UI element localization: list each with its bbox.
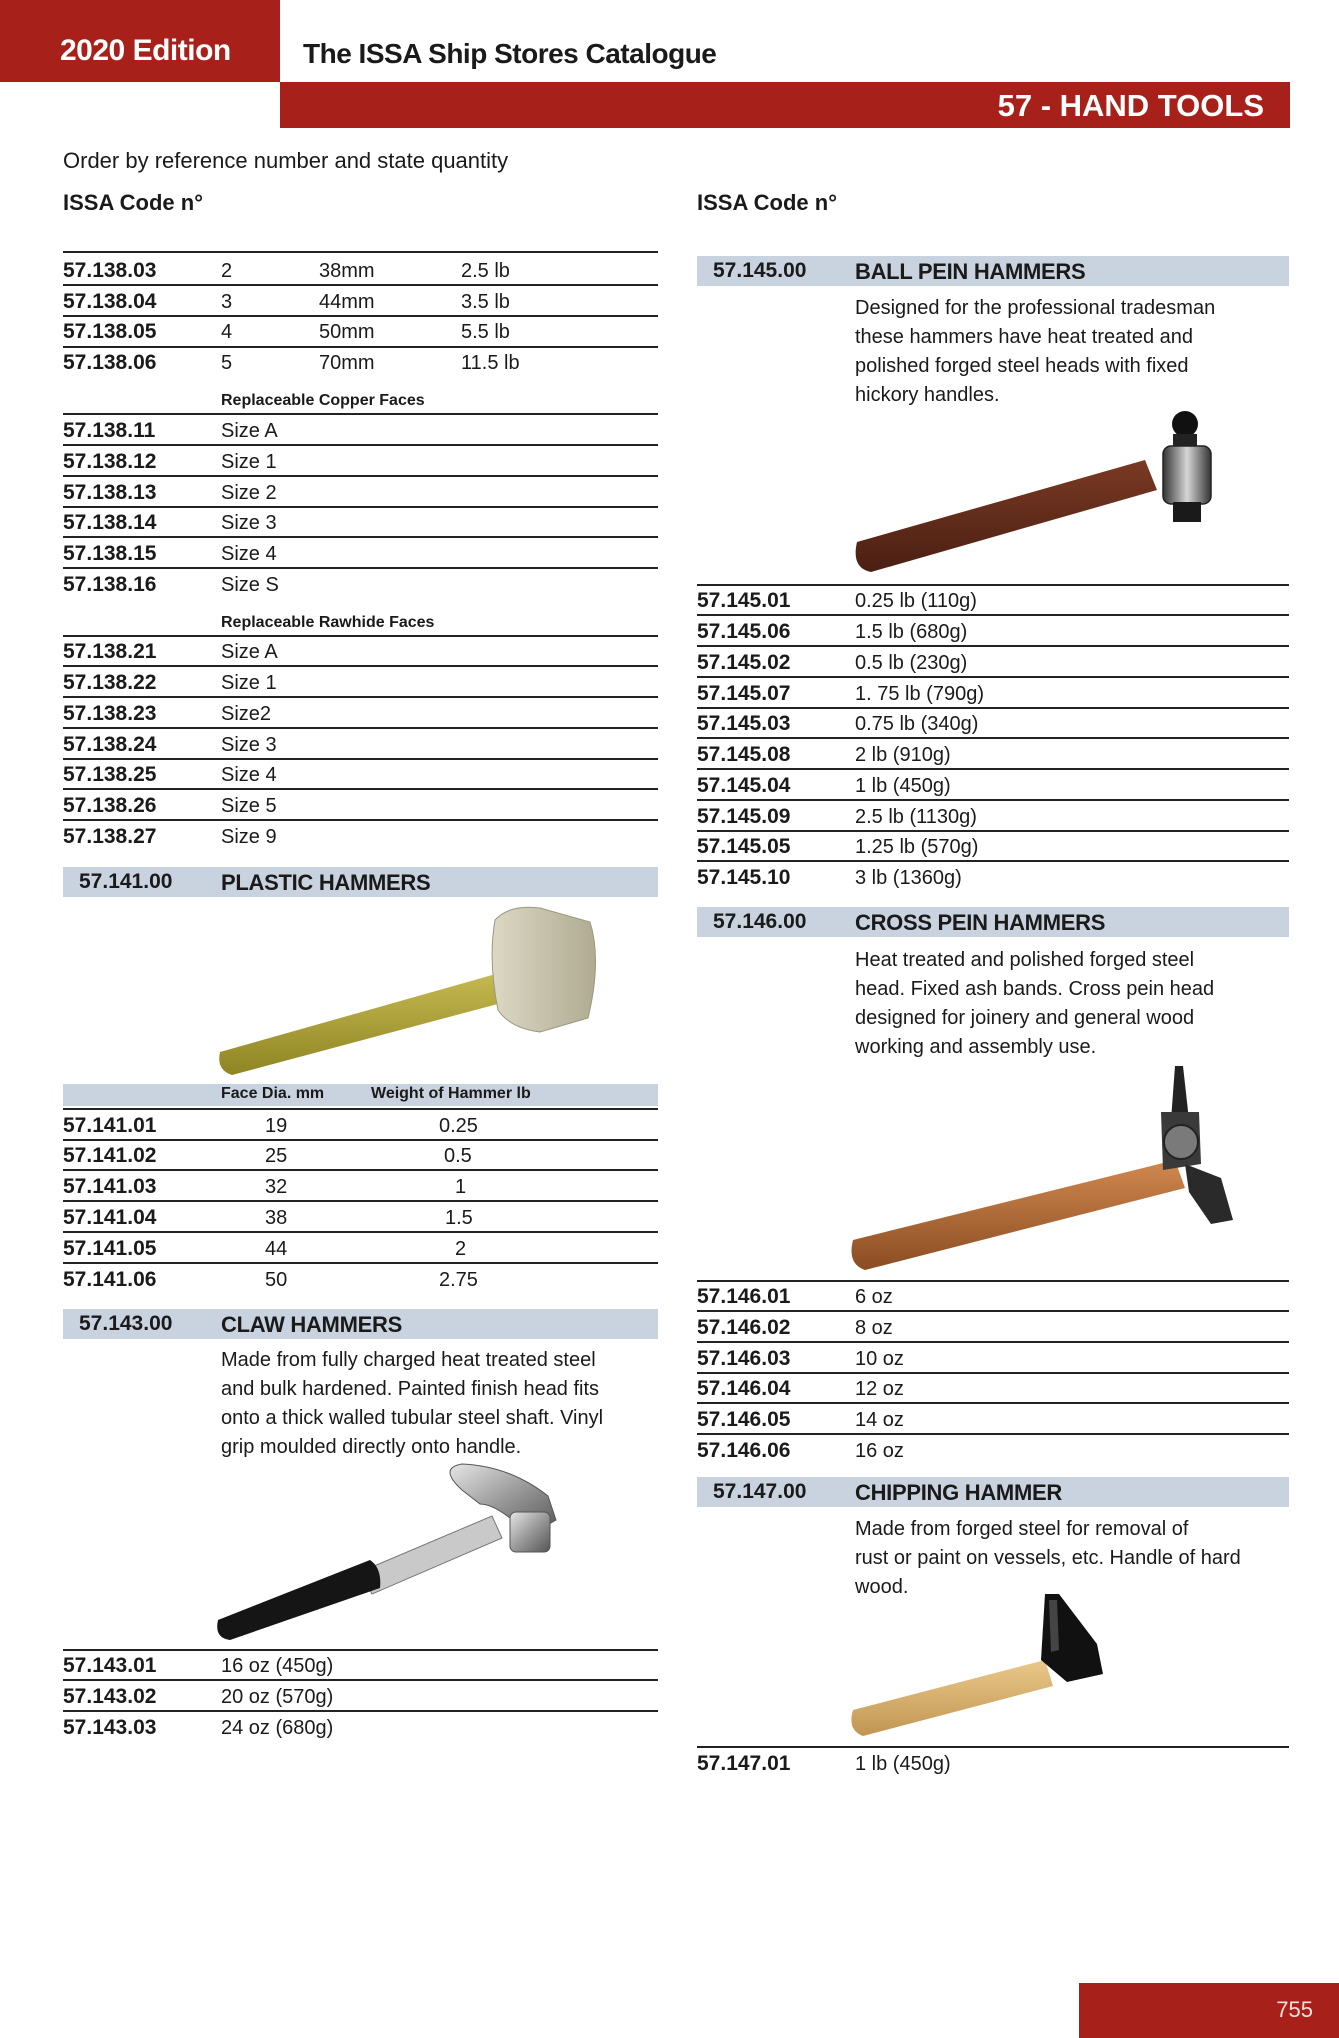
item-size: 0.5 lb (230g) [855, 652, 968, 674]
item-code: 57.147.01 [697, 1752, 791, 1775]
item-code: 57.141.03 [63, 1175, 157, 1198]
table-rule [63, 819, 658, 821]
item-code: 57.145.02 [697, 651, 791, 674]
item-code: 57.138.25 [63, 763, 157, 786]
section-title: PLASTIC HAMMERS [221, 870, 431, 895]
table-rule [697, 1402, 1289, 1404]
item-code: 57.138.23 [63, 702, 157, 725]
table-row [63, 349, 658, 379]
table-row [63, 1266, 658, 1296]
table-row [697, 649, 1289, 679]
item-diameter: 38mm [319, 260, 375, 282]
table-rule [697, 676, 1289, 678]
item-code: 57.138.22 [63, 671, 157, 694]
item-size: 10 oz [855, 1348, 904, 1370]
item-size: Size 4 [221, 764, 277, 786]
description-line: Heat treated and polished forged steel [855, 949, 1195, 971]
description-line: Made from fully charged heat treated steel [221, 1349, 596, 1371]
item-diameter: 44mm [319, 291, 375, 313]
item-code: 57.145.03 [697, 712, 791, 735]
table-rule [63, 475, 658, 477]
section-code: 57.141.00 [79, 870, 173, 893]
section-code: 57.145.00 [713, 259, 807, 282]
item-size: Size2 [221, 703, 272, 725]
item-weight: 0.5 [444, 1145, 472, 1167]
item-code: 57.146.04 [697, 1377, 791, 1400]
item-face-dia: 19 [265, 1115, 288, 1137]
table-rule [697, 1310, 1289, 1312]
item-code: 57.138.26 [63, 794, 157, 817]
item-size: 16 oz (450g) [221, 1655, 334, 1677]
table-rule [697, 1433, 1289, 1435]
item-weight: 11.5 lb [461, 352, 520, 374]
ball-pein-hammers-header [697, 256, 1289, 286]
table-rule [63, 727, 658, 729]
table-rule [63, 1169, 658, 1171]
section-code: 57.146.00 [713, 910, 807, 933]
description-line: these hammers have heat treated and [855, 326, 1193, 348]
cross-pein-hammers-header [697, 907, 1289, 937]
item-code: 57.146.02 [697, 1316, 791, 1339]
copper-faces-heading: Replaceable Copper Faces [221, 392, 425, 409]
description-line: designed for joinery and general wood [855, 1007, 1195, 1029]
description-line: grip moulded directly onto handle. [221, 1436, 522, 1458]
item-code: 57.146.05 [697, 1408, 791, 1431]
table-rule [63, 1139, 658, 1141]
table-row [63, 638, 658, 668]
item-size: 16 oz [855, 1440, 904, 1462]
item-face-dia: 38 [265, 1207, 288, 1229]
item-weight: 2.5 lb [461, 260, 510, 282]
table-rule [63, 506, 658, 508]
table-rule [63, 696, 658, 698]
table-row [63, 1112, 658, 1142]
table-row [697, 1406, 1289, 1436]
section-title: CROSS PEIN HAMMERS [855, 910, 1106, 935]
item-size: Size A [221, 420, 278, 442]
order-instructions: Order by reference number and state quantity [63, 148, 509, 173]
item-code: 57.141.06 [63, 1268, 157, 1291]
item-code: 57.138.13 [63, 481, 157, 504]
item-size: 1 lb (450g) [855, 775, 951, 797]
chipping-hammer-description [855, 1515, 1285, 1602]
table-rule [697, 1280, 1289, 1282]
item-code: 57.145.08 [697, 743, 791, 766]
table-rule [697, 799, 1289, 801]
page-number: 755 [1276, 1997, 1313, 2022]
table-row [63, 823, 658, 853]
table-row [63, 571, 658, 601]
claw-hammer-image [210, 1460, 590, 1645]
table-rule [63, 635, 658, 637]
table-row [697, 1375, 1289, 1405]
item-size: 1 lb (450g) [855, 1753, 951, 1775]
item-size: Size S [221, 574, 279, 596]
rawhide-faces-heading: Replaceable Rawhide Faces [221, 614, 435, 631]
cross-pein-description [855, 946, 1285, 1062]
item-size: Size 4 [221, 543, 277, 565]
table-row [63, 700, 658, 730]
table-row [63, 1142, 658, 1172]
item-size: 2 lb (910g) [855, 744, 951, 766]
table-row [63, 448, 658, 478]
item-size: Size 9 [221, 826, 277, 848]
item-size: 3 [221, 291, 233, 313]
table-rule [697, 1746, 1289, 1748]
table-rule [697, 830, 1289, 832]
table-row [63, 1173, 658, 1203]
ball-pein-hammer-image [845, 410, 1235, 580]
item-code: 57.146.01 [697, 1285, 791, 1308]
item-code: 57.145.06 [697, 620, 791, 643]
table-rule [63, 1108, 658, 1110]
table-rule [63, 251, 658, 253]
item-size: 5 [221, 352, 233, 374]
section-header-bar [280, 82, 1290, 128]
page-number-tab [1079, 1983, 1339, 2038]
item-code: 57.138.04 [63, 290, 157, 313]
description-line: and bulk hardened. Painted finish head fits [221, 1378, 600, 1400]
item-weight: 1 [455, 1176, 467, 1198]
item-weight: 3.5 lb [461, 291, 510, 313]
table-rule [63, 1200, 658, 1202]
description-line: hickory handles. [855, 384, 1000, 406]
table-rule [697, 860, 1289, 862]
item-size: 20 oz (570g) [221, 1686, 334, 1708]
section-code: 57.143.00 [79, 1312, 173, 1335]
table-row [697, 833, 1289, 863]
item-code: 57.138.14 [63, 511, 157, 534]
description-line: head. Fixed ash bands. Cross pein head [855, 978, 1215, 1000]
item-size: 1.5 lb (680g) [855, 621, 968, 643]
table-row [63, 1235, 658, 1265]
item-size: Size 1 [221, 672, 277, 694]
section-code: 57.147.00 [713, 1480, 807, 1503]
description-line: working and assembly use. [855, 1036, 1097, 1058]
issa-code-label-right: ISSA Code n° [697, 190, 837, 215]
section-title: CLAW HAMMERS [221, 1312, 402, 1337]
item-code: 57.138.05 [63, 320, 157, 343]
table-row [63, 761, 658, 791]
table-row [697, 1750, 1289, 1780]
item-code: 57.145.10 [697, 866, 791, 889]
cross-pein-hammer-image [845, 1060, 1245, 1275]
item-size: 1.25 lb (570g) [855, 836, 979, 858]
table-row [63, 318, 658, 348]
item-code: 57.143.02 [63, 1685, 157, 1708]
item-face-dia: 50 [265, 1269, 288, 1291]
item-size: 24 oz (680g) [221, 1717, 334, 1739]
catalogue-title: The ISSA Ship Stores Catalogue [303, 38, 717, 69]
table-rule [63, 346, 658, 348]
table-row [697, 680, 1289, 710]
item-weight: 0.25 [439, 1115, 478, 1137]
section-title: CHIPPING HAMMER [855, 1480, 1062, 1505]
table-row [63, 669, 658, 699]
table-rule [63, 284, 658, 286]
chipping-hammer-header [697, 1477, 1289, 1507]
description-line: onto a thick walled tubular steel shaft. Vinyl [221, 1407, 604, 1429]
plastic-hammers-header [63, 867, 658, 897]
plastic-table-header [63, 1084, 658, 1106]
item-code: 57.145.01 [697, 589, 791, 612]
table-rule [63, 758, 658, 760]
table-rule [697, 1372, 1289, 1374]
item-size: Size 2 [221, 482, 277, 504]
table-rule [697, 584, 1289, 586]
table-row [697, 741, 1289, 771]
item-face-dia: 32 [265, 1176, 288, 1198]
table-rule [697, 768, 1289, 770]
table-rule [63, 1710, 658, 1712]
table-rule [63, 413, 658, 415]
table-row [697, 864, 1289, 894]
item-code: 57.138.27 [63, 825, 157, 848]
table-row [63, 417, 658, 447]
item-size: Size A [221, 641, 278, 663]
table-row [63, 1652, 658, 1682]
plastic-hammer-image [210, 900, 600, 1080]
edition-banner [0, 0, 280, 82]
item-code: 57.143.03 [63, 1716, 157, 1739]
table-rule [63, 567, 658, 569]
description-line: polished forged steel heads with fixed [855, 355, 1189, 377]
table-rule [697, 707, 1289, 709]
table-rule [63, 1262, 658, 1264]
item-size: 14 oz [855, 1409, 904, 1431]
item-size: 2 [221, 260, 233, 282]
item-code: 57.141.05 [63, 1237, 157, 1260]
item-code: 57.141.02 [63, 1144, 157, 1167]
table-rule [63, 315, 658, 317]
issa-code-label-left: ISSA Code n° [63, 190, 203, 215]
table-rule [697, 614, 1289, 616]
item-weight: 2 [455, 1238, 467, 1260]
item-code: 57.146.06 [697, 1439, 791, 1462]
item-size: 12 oz [855, 1378, 904, 1400]
chipping-hammer-image [845, 1590, 1115, 1740]
item-code: 57.145.09 [697, 805, 791, 828]
section-title: BALL PEIN HAMMERS [855, 259, 1086, 284]
item-size: 0.75 lb (340g) [855, 713, 979, 735]
item-size: Size 3 [221, 512, 277, 534]
table-row [697, 1345, 1289, 1375]
table-rule [63, 1231, 658, 1233]
section-title: 57 - HAND TOOLS [997, 88, 1264, 123]
item-code: 57.145.05 [697, 835, 791, 858]
item-face-dia: 25 [265, 1145, 288, 1167]
table-row [63, 731, 658, 761]
table-row [63, 1204, 658, 1234]
table-row [63, 479, 658, 509]
item-weight: 2.75 [439, 1269, 478, 1291]
description-line: wood. [855, 1576, 909, 1598]
item-code: 57.138.15 [63, 542, 157, 565]
table-row [697, 710, 1289, 740]
item-size: Size 5 [221, 795, 277, 817]
table-rule [63, 1679, 658, 1681]
table-row [697, 1314, 1289, 1344]
item-size: 3 lb (1360g) [855, 867, 962, 889]
item-size: Size 3 [221, 734, 277, 756]
table-row [63, 1683, 658, 1713]
item-size: 0.25 lb (110g) [855, 590, 977, 612]
table-row [697, 587, 1289, 617]
description-line: Designed for the professional tradesman [855, 297, 1216, 319]
table-row [63, 792, 658, 822]
column-header-face: Face Dia. mm [221, 1085, 325, 1102]
table-rule [63, 536, 658, 538]
column-header-weight: Weight of Hammer lb [371, 1085, 531, 1102]
item-diameter: 50mm [319, 321, 375, 343]
table-rule [63, 665, 658, 667]
table-rule [63, 444, 658, 446]
item-size: 1. 75 lb (790g) [855, 683, 984, 705]
description-line: Made from forged steel for removal of [855, 1518, 1189, 1540]
item-code: 57.138.16 [63, 573, 157, 596]
item-code: 57.138.03 [63, 259, 157, 282]
table-row [697, 772, 1289, 802]
item-code: 57.138.21 [63, 640, 157, 663]
item-size: Size 1 [221, 451, 277, 473]
item-code: 57.138.06 [63, 351, 157, 374]
table-row [63, 1714, 658, 1744]
claw-hammers-description [221, 1346, 661, 1462]
table-row [697, 618, 1289, 648]
table-row [63, 540, 658, 570]
item-code: 57.146.03 [697, 1347, 791, 1370]
item-code: 57.145.04 [697, 774, 791, 797]
item-code: 57.141.01 [63, 1114, 157, 1137]
table-row [697, 1283, 1289, 1313]
item-size: 6 oz [855, 1286, 893, 1308]
item-code: 57.145.07 [697, 682, 791, 705]
item-code: 57.138.12 [63, 450, 157, 473]
table-rule [63, 788, 658, 790]
item-size: 8 oz [855, 1317, 893, 1339]
item-code: 57.141.04 [63, 1206, 157, 1229]
edition-label: 2020 Edition [60, 34, 231, 67]
table-row [697, 1437, 1289, 1467]
item-weight: 5.5 lb [461, 321, 510, 343]
table-rule [697, 737, 1289, 739]
ball-pein-description [855, 294, 1285, 410]
item-code: 57.138.11 [63, 419, 156, 442]
item-size: 2.5 lb (1130g) [855, 806, 977, 828]
table-row [697, 803, 1289, 833]
table-row [63, 509, 658, 539]
table-rule [63, 1649, 658, 1651]
table-rule [697, 645, 1289, 647]
item-code: 57.138.24 [63, 733, 157, 756]
item-face-dia: 44 [265, 1238, 288, 1260]
item-weight: 1.5 [445, 1207, 473, 1229]
claw-hammers-header [63, 1309, 658, 1339]
description-line: rust or paint on vessels, etc. Handle of hard [855, 1547, 1241, 1569]
item-size: 4 [221, 321, 233, 343]
table-rule [697, 1341, 1289, 1343]
table-row [63, 288, 658, 318]
item-diameter: 70mm [319, 352, 375, 374]
item-code: 57.143.01 [63, 1654, 157, 1677]
table-row [63, 257, 658, 287]
